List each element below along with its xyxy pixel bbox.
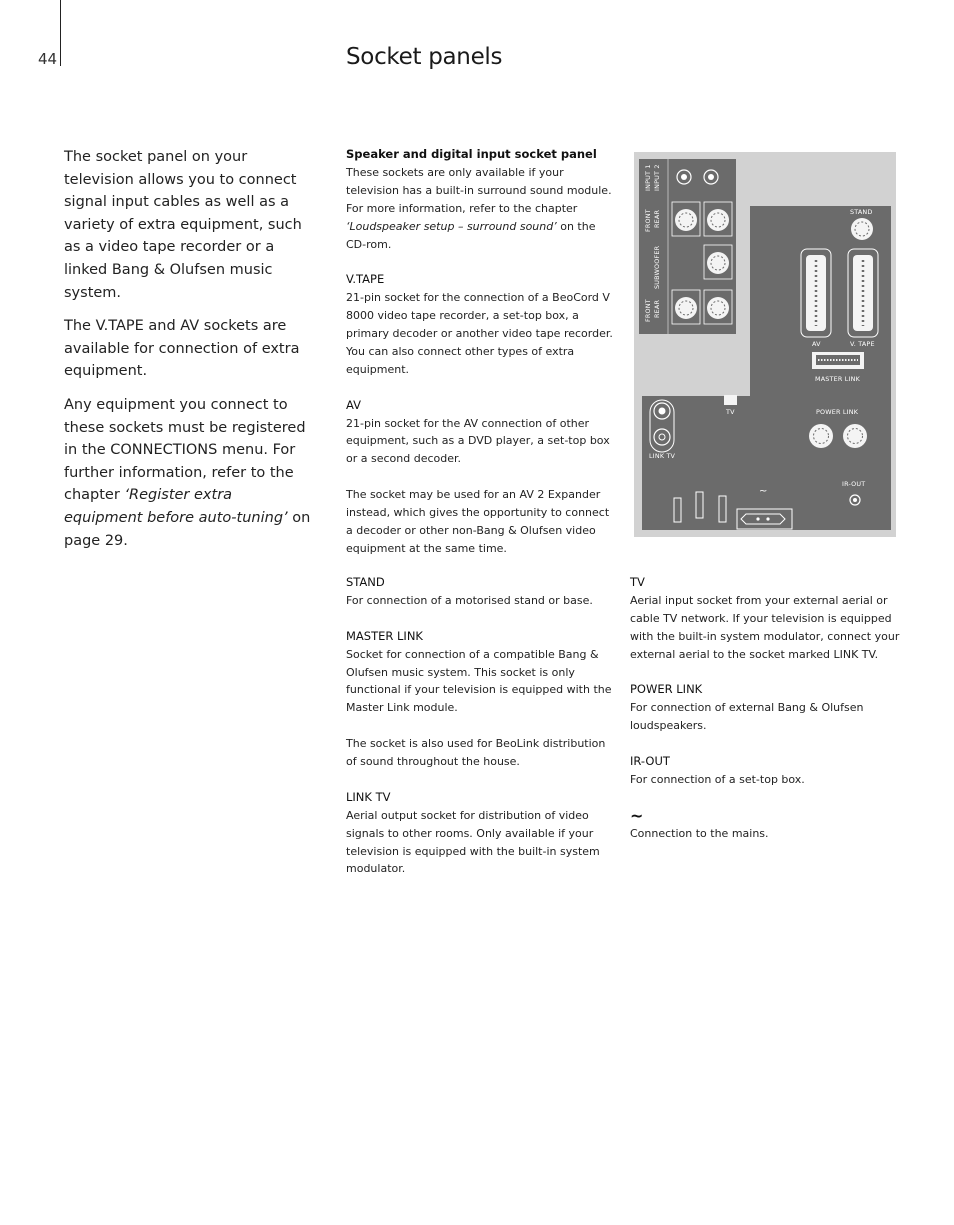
section-text: Aerial output socket for distribution of video signals to other rooms. Only available if your television is equipped with the built-in system modulator.: [346, 808, 600, 876]
section-heading: POWER LINK: [630, 682, 703, 697]
rear-label: REAR: [653, 209, 661, 228]
chapter-reference: ‘Register extra equipment before auto-tuning’: [64, 487, 288, 526]
margin-rule: [60, 0, 61, 66]
section-ir-out: [630, 753, 900, 789]
intro-text-run: Any equipment you connect to these sockets must be registered in the CONNECTIONS menu. For further information, refer to the chapter: [64, 396, 306, 504]
socket-panel-illustration: [634, 152, 896, 537]
section-text: Socket for connection of a compatible Bang & Olufsen music system. This socket is only functional if your television is equipped with the Master Link module.: [346, 647, 612, 715]
section-text: For connection of a motorised stand or base.: [346, 593, 593, 607]
column-left-descriptions: [346, 146, 616, 576]
tv-indicator: [724, 395, 737, 405]
section-vtape: [346, 271, 616, 378]
section-text: The socket is also used for BeoLink distribution of sound throughout the house.: [346, 737, 606, 769]
section-heading: Speaker and digital input socket panel: [346, 147, 597, 161]
section-tv: [630, 574, 900, 664]
master-link-label: MASTER LINK: [815, 375, 860, 383]
section-text: Connection to the mains.: [630, 826, 769, 840]
intro-paragraph: The V.TAPE and AV sockets are available for connection of extra equipment.: [64, 318, 300, 380]
section-heading: STAND: [346, 575, 385, 589]
page-title: Socket panels: [346, 44, 503, 70]
input2-label: INPUT 2: [653, 164, 661, 191]
section-heading: LINK TV: [346, 789, 391, 804]
subwoofer-label: SUBWOOFER: [653, 245, 661, 289]
section-speaker-panel: [346, 146, 616, 253]
section-heading: IR-OUT: [630, 754, 670, 769]
section-power-link: [630, 681, 900, 735]
section-text: For connection of a set-top box.: [630, 772, 805, 786]
section-text: The socket may be used for an AV 2 Expander instead, which gives the opportunity to connect a decoder or other non-Bang & Olufsen video equipment at the same time.: [346, 488, 610, 555]
intro-paragraph: The socket panel on your television allows you to connect signal input cables as well as a variety of extra equipment, such as a video tape recorder or a linked Bang & Olufsen music system.: [64, 149, 302, 301]
spacer: [346, 468, 616, 486]
section-heading: ~: [630, 805, 644, 825]
section-master-link: [346, 628, 616, 771]
text-run: on the CD-rom.: [346, 219, 596, 251]
main-panel-lower: [642, 396, 891, 530]
section-text: Aerial input socket from your external aerial or cable TV network. If your television is equipped with the built-in system modulator, connect your external aerial to the socket marked LINK TV.: [630, 593, 900, 661]
av-label: AV: [812, 340, 821, 348]
intro-text-run: on page 29.: [64, 509, 311, 549]
section-av: [346, 397, 616, 558]
rear-label: REAR: [653, 299, 661, 318]
section-text: [346, 164, 616, 254]
socket-panel-diagram: [634, 152, 896, 537]
power-link-socket-1: [809, 424, 833, 448]
input1-label: INPUT 1: [644, 164, 652, 191]
mains-symbol: ~: [759, 486, 768, 497]
section-heading: MASTER LINK: [346, 628, 423, 643]
stand-label: STAND: [850, 208, 873, 216]
column-middle-descriptions: [346, 574, 616, 896]
power-link-socket-2: [843, 424, 867, 448]
page-number: 44: [38, 50, 58, 68]
front-label: FRONT: [644, 209, 652, 232]
master-link-socket: [812, 352, 864, 369]
vtape-label: V. TAPE: [850, 340, 875, 348]
section-text: For connection of external Bang & Olufsen loudspeakers.: [630, 701, 864, 733]
section-stand: [346, 574, 616, 610]
section-text: 21-pin socket for the connection of a BeoCord V 8000 video tape recorder, a set-top box, a primary decoder or another video tape recorder. You can also connect other types of extra equipment.: [346, 291, 613, 376]
chapter-reference: ‘Loudspeaker setup – surround sound’: [346, 219, 557, 233]
text-run: These sockets are only available if your television has a built-in surround sound module. For more information, refer to the chapter: [346, 165, 612, 215]
section-mains: [630, 807, 900, 843]
section-heading: AV: [346, 397, 361, 412]
tv-label: TV: [726, 408, 735, 416]
section-heading: TV: [630, 575, 645, 589]
link-tv-label: LINK TV: [649, 452, 676, 460]
stand-socket: [851, 218, 873, 240]
power-link-label: POWER LINK: [816, 408, 859, 416]
section-heading: V.TAPE: [346, 272, 385, 287]
ir-out-label: IR-OUT: [842, 480, 866, 488]
intro-paragraph: [64, 394, 314, 552]
column-right-descriptions: [630, 574, 900, 861]
section-link-tv: [346, 789, 616, 879]
front-label: FRONT: [644, 299, 652, 322]
section-text: 21-pin socket for the AV connection of other equipment, such as a DVD player, a set-top box or a second decoder.: [346, 416, 610, 466]
spacer: [346, 717, 616, 735]
intro-text: [64, 146, 314, 563]
